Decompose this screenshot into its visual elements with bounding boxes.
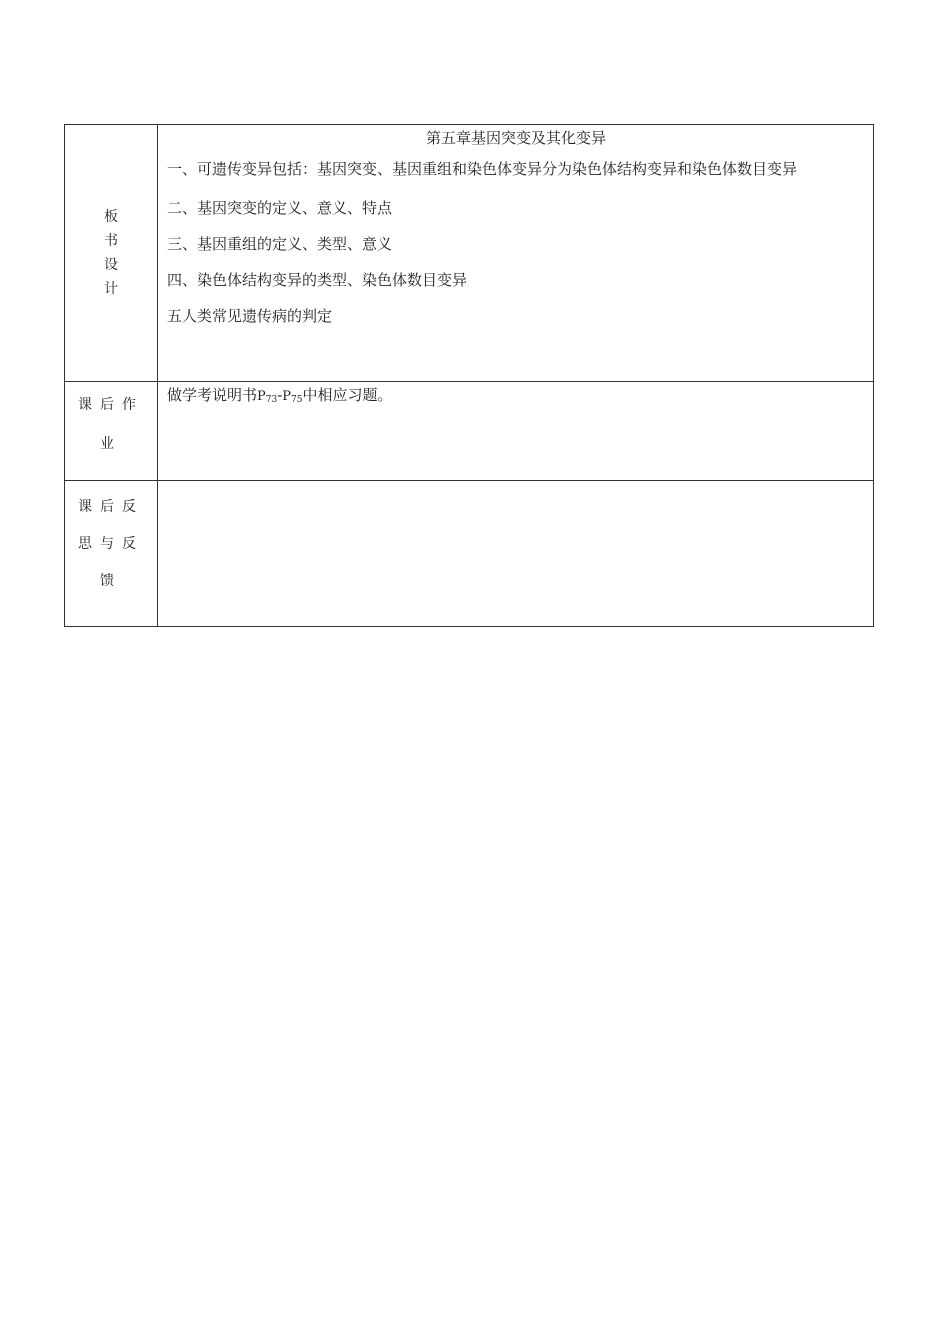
board-design-row: [65, 125, 874, 382]
board-line-2: 二、基因突变的定义、意义、特点: [167, 199, 393, 217]
board-line-5: 五人类常见遗传病的判定: [167, 307, 333, 325]
homework-text: [167, 382, 865, 413]
lesson-plan-table: [64, 124, 874, 627]
reflection-label-cell: [65, 481, 158, 627]
page-end-prefix: P: [282, 389, 292, 404]
page-end-number: 75: [291, 395, 303, 405]
board-line-4: 四、染色体结构变异的类型、染色体数目变异: [167, 271, 468, 289]
board-design-title: 第五章基因突变及其化变异: [425, 129, 606, 147]
reflection-content: [158, 481, 874, 627]
reflection-row: [65, 481, 874, 627]
board-design-label: 板书设计: [104, 209, 118, 297]
page-start-number: 73: [265, 395, 278, 405]
board-design-label-cell: [65, 125, 158, 382]
board-design-content: [158, 125, 874, 382]
board-line-3: 三、基因重组的定义、类型、意义: [167, 235, 393, 253]
reflection-label: 课后反思与反馈: [78, 499, 144, 589]
page-start-prefix: P: [257, 389, 266, 404]
homework-label: 课后作业: [78, 397, 144, 452]
homework-content: [158, 382, 874, 481]
homework-row: [65, 382, 874, 481]
homework-label-cell: [65, 382, 158, 481]
homework-text-after: 中相应习题。: [302, 386, 393, 404]
board-line-1: 一、可遗传变异包括：基因突变、基因重组和染色体变异分为染色体结构变异和染色体数目变异: [167, 160, 798, 178]
page-range-dash: -: [277, 386, 283, 404]
homework-text-before: 做学考说明书: [167, 386, 258, 404]
